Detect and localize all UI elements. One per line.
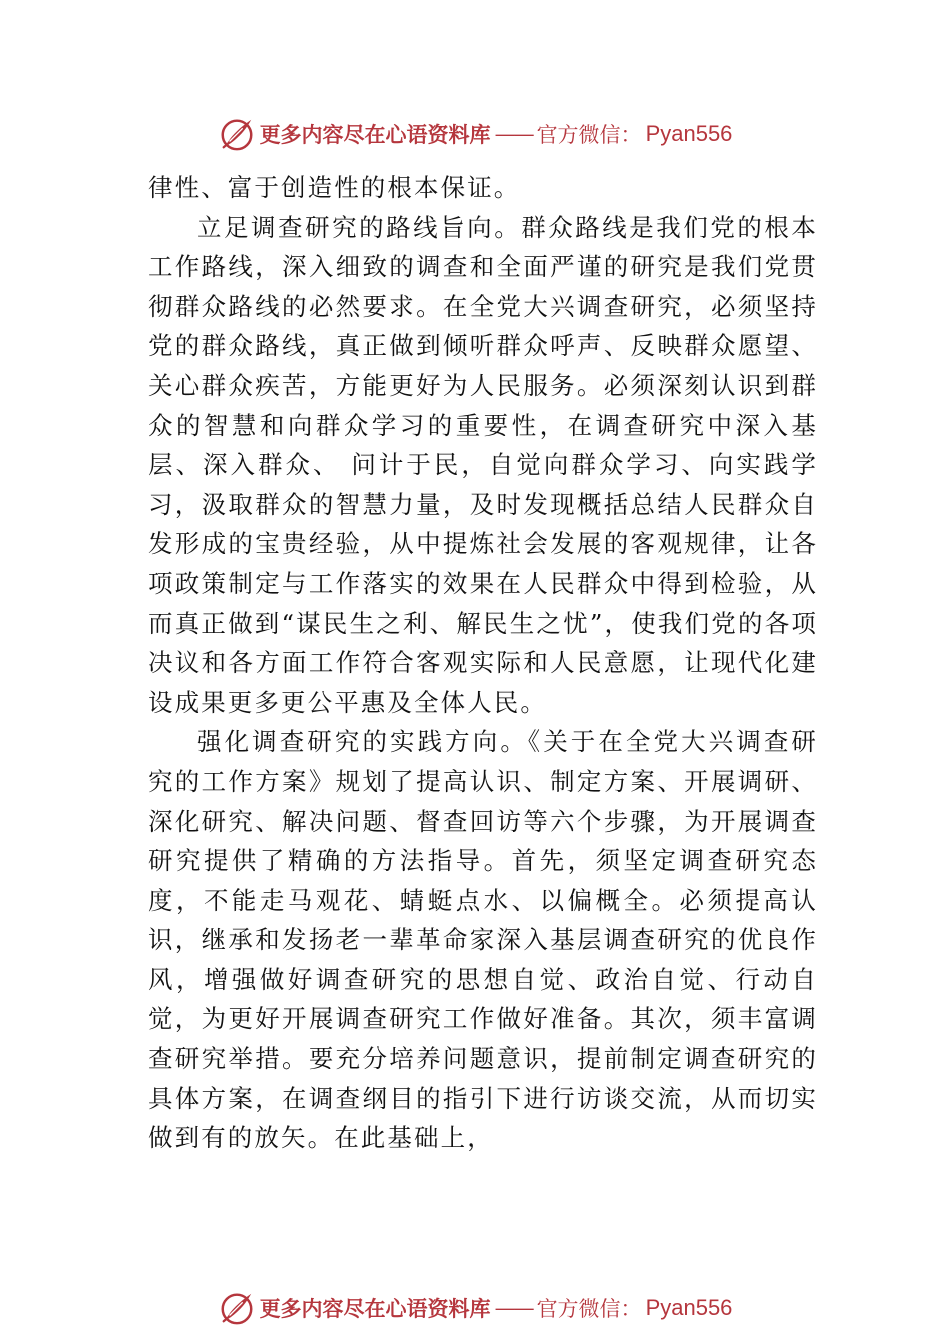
brand-banner [218, 115, 733, 153]
wechat-id: Pyan556 [645, 1295, 733, 1320]
wechat-label: 官方微信： [536, 123, 642, 147]
paragraph-heading: 强化调查研究的实践方向。 [197, 727, 528, 757]
document-body [148, 168, 818, 1158]
paragraph-route-direction [148, 208, 818, 723]
brand-name: 更多内容尽在心语资料库 [259, 122, 491, 147]
paragraph-heading: 立足调查研究的路线旨向。 [197, 212, 522, 242]
page-footer [0, 1286, 950, 1330]
paragraph-continuation: 律性、富于创造性的根本保证。 [148, 173, 521, 202]
paragraph-text: 群众路线是我们党的根本工作路线，深入细致的调查和全面严谨的研究是我们党贯彻群众路线的必然要求。在全党大兴调查研究，必须坚持党的群众路线，真正做到倾听群众呼声、反映群众愿望、关心群众疾苦，方能更好为人民服务。必须深刻认识到群众的智慧和向群众学习的重要性，在调查研究中深入基层、深入群众、 问计于民，自觉向群众学习、向实践学习，汲取群众的智慧力量，及时发现概括总结人民群众自发形成的宝贵经验，从中提炼社会发展的客观规律，让各项政策制定与工作落实的效果在人民群众中得到检验，从而真正做到“谋民生之利、解民生之忧”，使我们党的各项决议和各方面工作符合客观实际和人民意愿，让现代化建设成果更多更公平惠及全体人民。 [148, 212, 818, 717]
page-header [0, 112, 950, 156]
brand-dash: —— [494, 1296, 533, 1320]
brand-name: 更多内容尽在心语资料库 [259, 1296, 491, 1321]
wechat-label: 官方微信： [536, 1297, 642, 1321]
paragraph-practice-direction [148, 722, 818, 1158]
brand-banner [218, 1289, 733, 1327]
quill-pen-icon [218, 1289, 256, 1327]
brand-dash: —— [494, 122, 533, 146]
wechat-id: Pyan556 [645, 121, 733, 146]
quill-pen-icon [218, 115, 256, 153]
paragraph-text: 《关于在全党大兴调查研究的工作方案》规划了提高认识、制定方案、开展调研、深化研究、解决问题、督查回访等六个步骤，为开展调查研究提供了精确的方法指导。首先，须坚定调查研究态度，不能走马观花、蜻蜓点水、以偏概全。必须提高认识，继承和发扬老一辈革命家深入基层调查研究的优良作风，增强做好调查研究的思想自觉、政治自觉、行动自觉，为更好开展调查研究工作做好准备。其次，须丰富调查研究举措。要充分培养问题意识，提前制定调查研究的具体方案，在调查纲目的指引下进行访谈交流，从而切实做到有的放矢。在此基础上， [148, 727, 818, 1153]
